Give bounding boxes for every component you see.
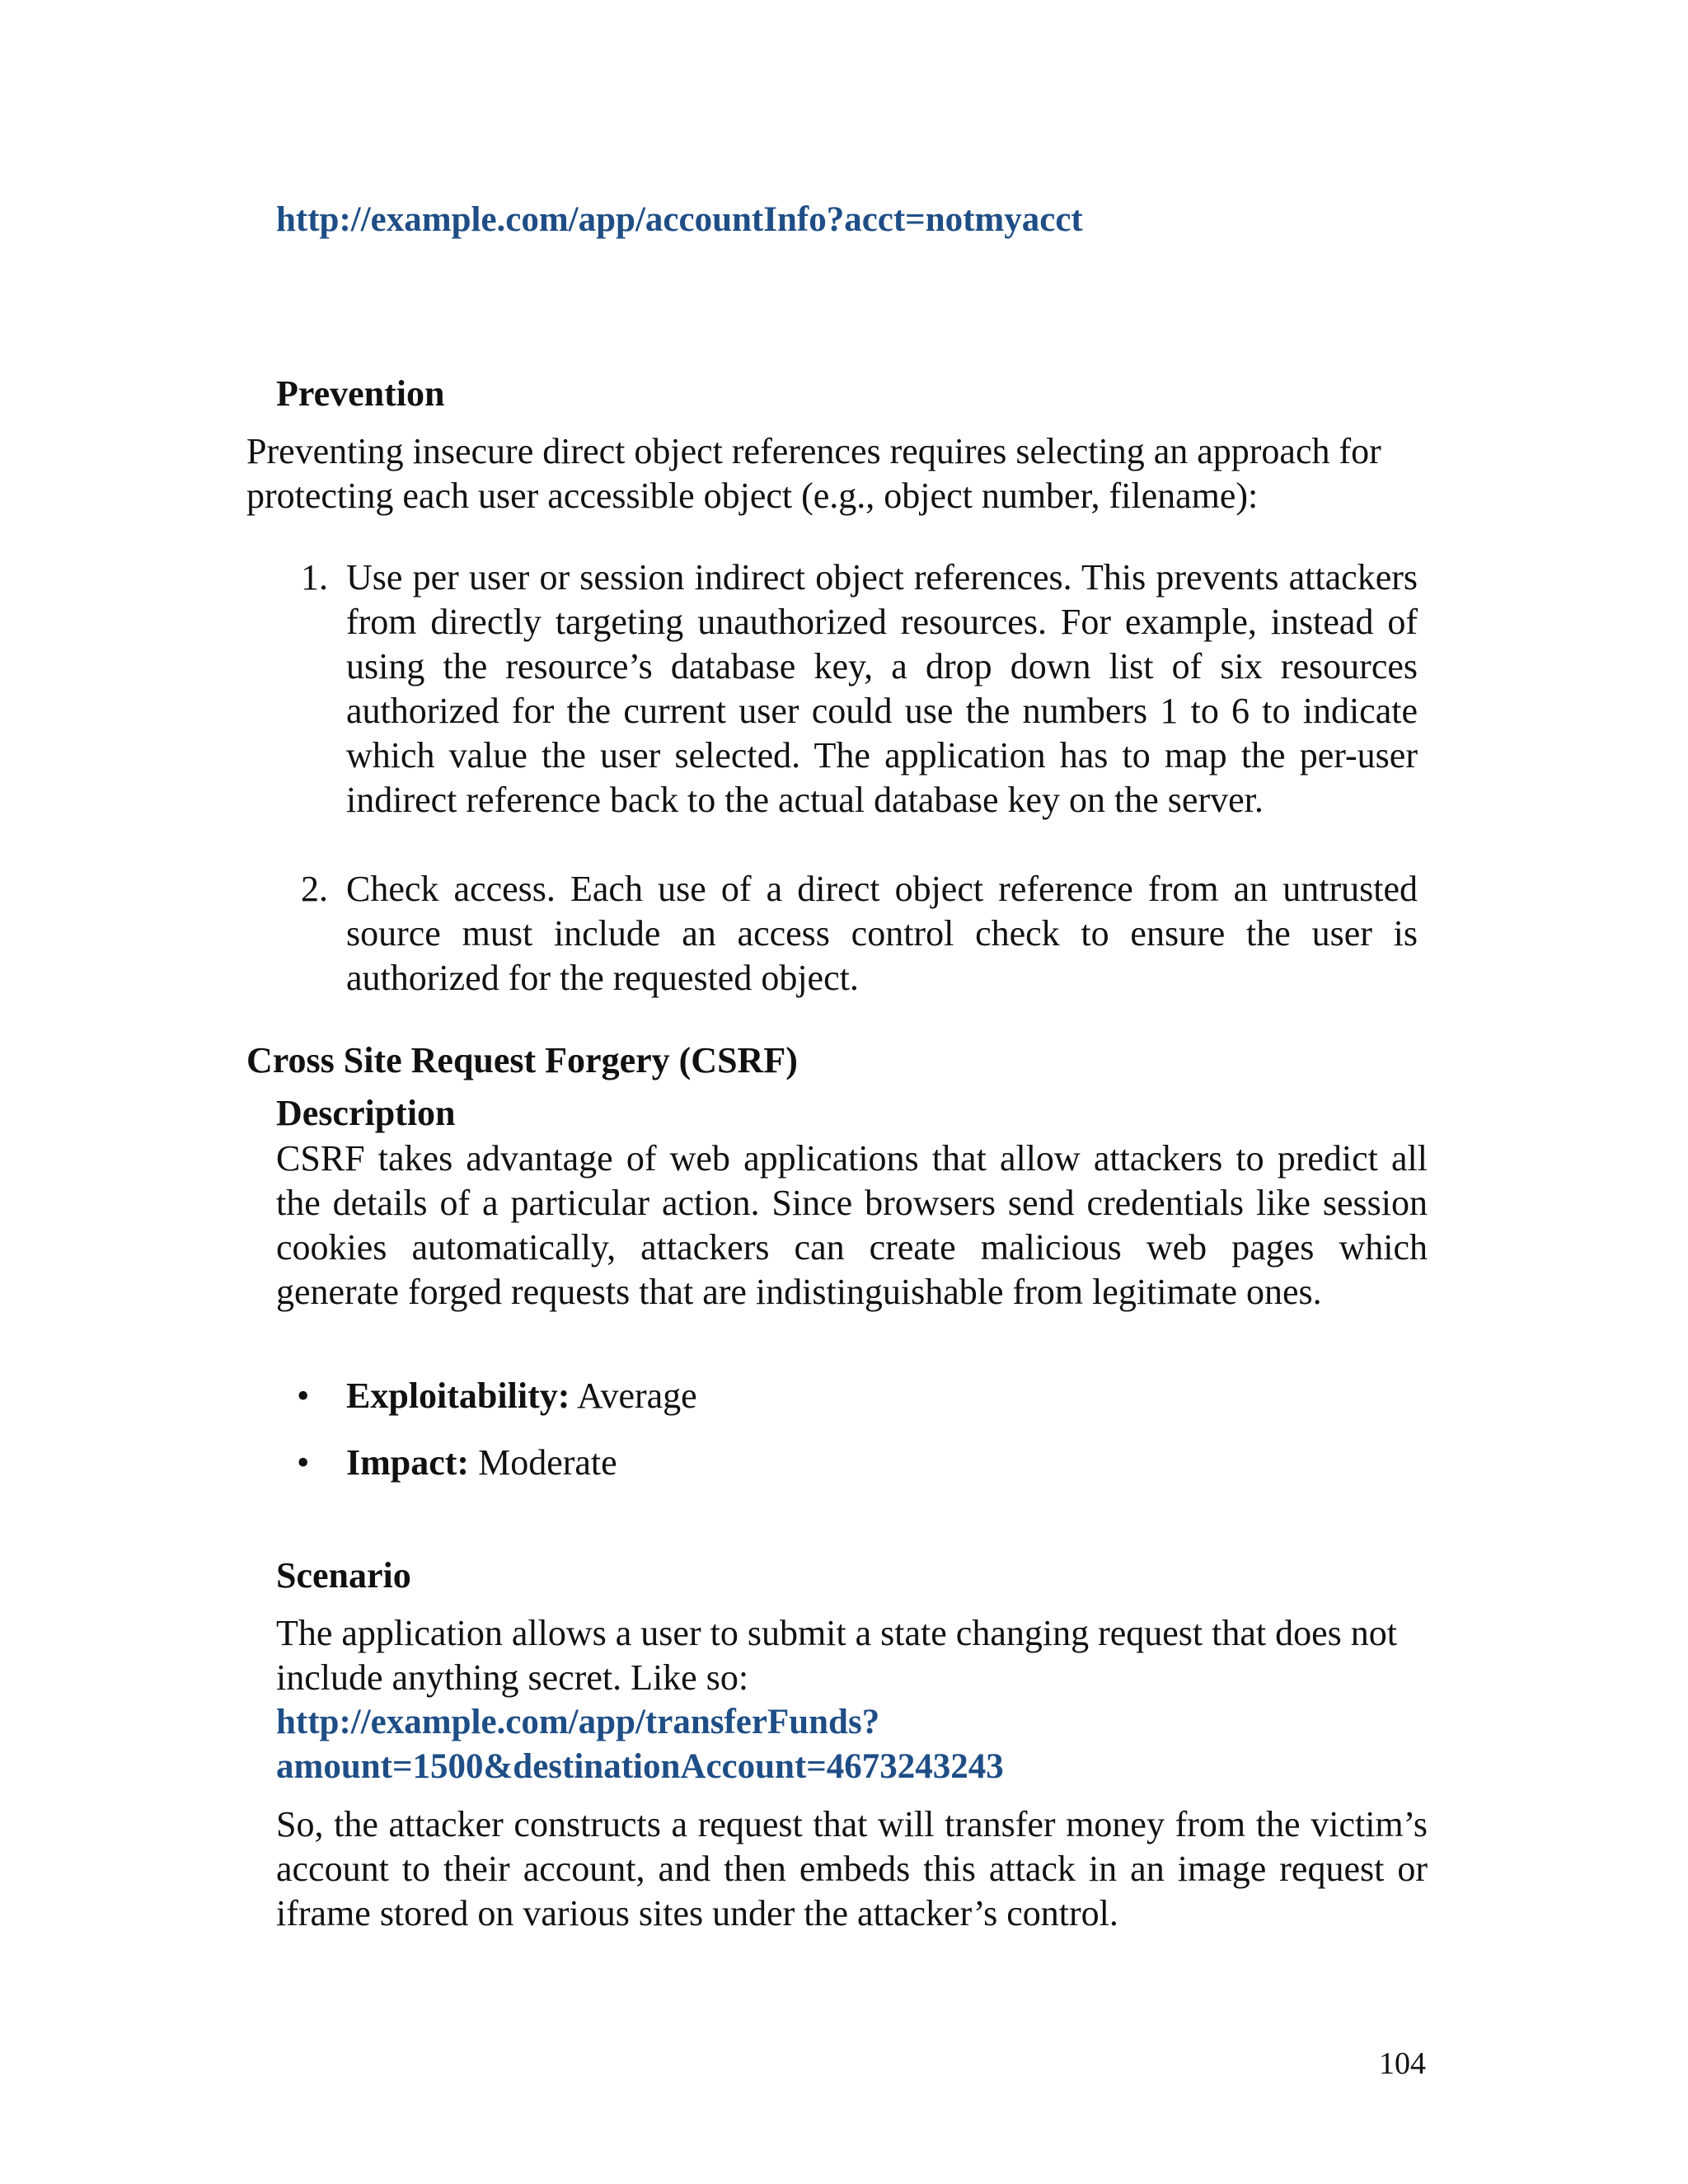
exploitability-value: Average [576, 1376, 697, 1416]
list-item [346, 1374, 697, 1418]
list-item-number: 1. [301, 557, 328, 598]
bullet-icon: • [297, 1442, 310, 1483]
description-text: CSRF takes advantage of web applications that allow attackers to predict all the details of a particular action. Since browsers send credentials like session cookies automatically, attackers can create malicious web pages which generate forged requests that are indistinguishable from legitimate ones. [276, 1138, 1428, 1312]
account-info-url: http://example.com/app/accountInfo?acct=notmyacct [276, 200, 1083, 239]
csrf-title: Cross Site Request Forgery (CSRF) [246, 1040, 798, 1080]
prevention-intro: Preventing insecure direct object references requires selecting an approach for protecting each user accessible object (e.g., object number, filename): [246, 431, 1381, 516]
scenario-heading: Scenario [276, 1555, 411, 1596]
list-item-number: 2. [301, 869, 328, 909]
list-item-text: Check access. Each use of a direct object reference from an untrusted source must include an access control check to ensure the user is authorized for the requested object. [346, 869, 1418, 998]
transfer-funds-url-line2: amount=1500&destinationAccount=4673243243 [276, 1747, 1004, 1786]
impact-label: Impact: [346, 1442, 470, 1483]
list-item-text: Use per user or session indirect object references. This prevents attackers from directly targeting unauthorized resources. For example, instead of using the resource’s database key, a drop down list of six resources authorized for the current user could use the numbers 1 to 6 to indicate which value the user selected. The application has to map the per-user indirect reference back to the actual database key on the server. [346, 557, 1418, 820]
page-number: 104 [1379, 2046, 1426, 2081]
scenario-outro: So, the attacker constructs a request that will transfer money from the victim’s account to their account, and then embeds this attack in an image request or iframe stored on various sites under the attacker’s control. [276, 1804, 1428, 1933]
bullet-icon: • [297, 1376, 310, 1416]
transfer-funds-url-line1: http://example.com/app/transferFunds? [276, 1703, 880, 1741]
description-heading: Description [276, 1093, 456, 1133]
impact-value: Moderate [478, 1442, 617, 1483]
prevention-heading: Prevention [276, 373, 445, 414]
exploitability-label: Exploitability: [346, 1376, 570, 1416]
list-item [346, 1441, 617, 1485]
scenario-intro: The application allows a user to submit a state changing request that does not include anything secret. Like so: [276, 1613, 1397, 1698]
